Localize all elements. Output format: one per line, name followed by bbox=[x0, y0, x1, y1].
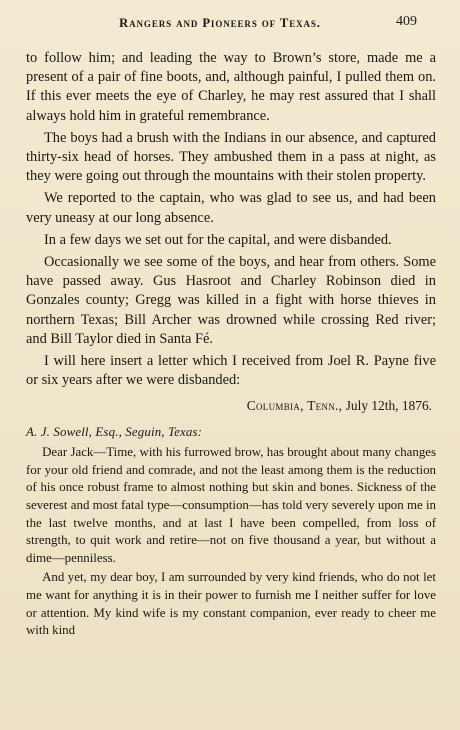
letter-date: July 12th, 1876. bbox=[345, 398, 432, 414]
letter-place: Columbia, Tenn., bbox=[246, 398, 343, 414]
paragraph-disbanded: In a few days we set out for the capital, and were disbanded. bbox=[44, 231, 392, 248]
paragraph-fate-of-the-boys: Occasionally we see some of the boys, and hear from others. Some have passed away. Gus Hasroot and Charley Robinson died in Gonzales county; Gregg was killed in a fight with horse thieves in northern Texas; Bill Archer was drowned while crossing Red river; and Bill Taylor died in Santa Fé. bbox=[26, 254, 436, 347]
letter-dateline bbox=[26, 396, 432, 415]
paragraph-reported-to-captain: We reported to the captain, who was glad to see us, and had been very uneasy at our long absence. bbox=[26, 190, 436, 226]
letter-paragraph-kind-friends: And yet, my dear boy, I am surrounded by very kind friends, who do not let me want for anything it is in their power to furnish me I neither suffer for love or attention. My kind wife is my constant companion, ever ready to cheer me with kind bbox=[26, 570, 436, 638]
running-title: Rangers and Pioneers of Texas. bbox=[119, 16, 321, 30]
letter-block bbox=[26, 424, 436, 640]
body-text bbox=[26, 49, 436, 642]
paragraph-letter-intro: I will here insert a letter which I received from Joel R. Payne five or six years after we were disbanded: bbox=[26, 353, 436, 389]
page-number: 409 bbox=[396, 14, 417, 29]
letter-salutation: A. J. Sowell, Esq., Seguin, Texas: bbox=[26, 424, 203, 439]
paragraph-brush-with-indians: The boys had a brush with the Indians in our absence, and captured thirty-six head of horses. They ambushed them in a pass at night, as they were going out through the mountains with their stolen property. bbox=[26, 129, 436, 185]
letter-paragraph-sickness: Dear Jack—Time, with his furrowed brow, has brought about many changes for your old friend and comrade, and not the least among them is the reduction of his once robust frame to almost nothing but skin and bones. Sickness of the severest and most fatal type—consumption—has told very severely upon me in the last twelve months, and at last I have been compelled, from loss of strength, to quit work and retire—not on five thousand a year, but without a dime—penniless. bbox=[26, 445, 436, 565]
running-head bbox=[0, 0, 460, 40]
paragraph-continuation: to follow him; and leading the way to Brown’s store, made me a present of a pair of fine boots, and, although painful, I pulled them on. If this ever meets the eye of Charley, he may rest assured that I shall always hold him in grateful remembrance. bbox=[26, 50, 436, 124]
